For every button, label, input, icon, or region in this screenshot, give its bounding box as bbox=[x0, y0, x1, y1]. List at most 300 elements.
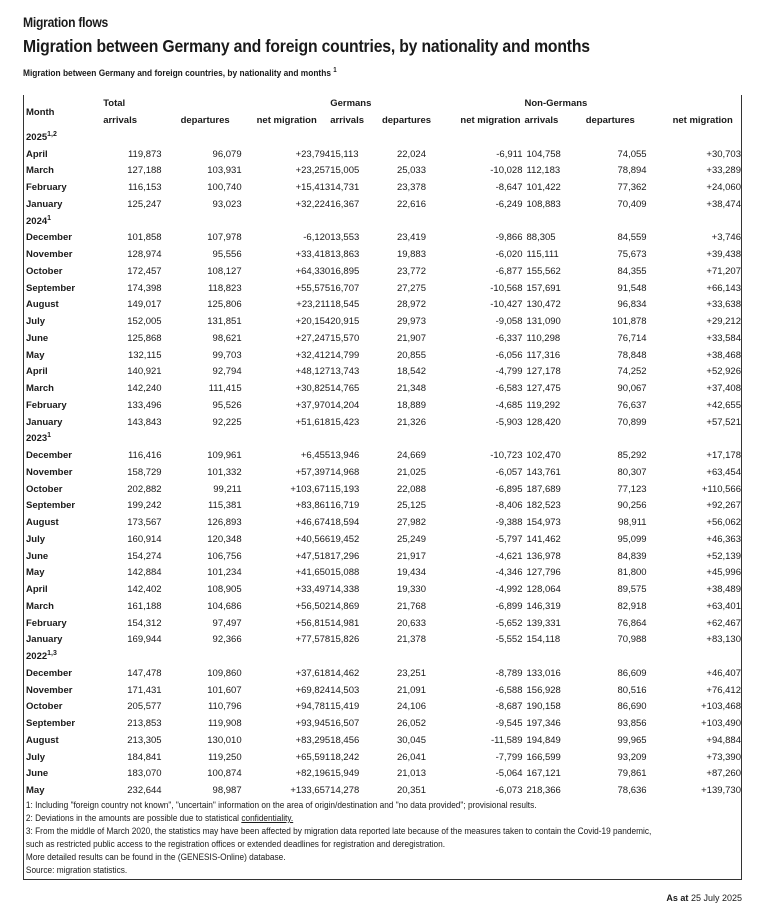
cell-total-net: +30,825 bbox=[295, 383, 331, 395]
cell-nongermans-arrivals: 127,796 bbox=[526, 567, 561, 579]
cell-nongermans-departures: 93,209 bbox=[617, 751, 647, 763]
cell-nongermans-net: +33,584 bbox=[706, 332, 741, 344]
table-row bbox=[24, 732, 741, 749]
cell-germans-departures: 21,025 bbox=[396, 466, 426, 478]
cell-nongermans-arrivals: 112,183 bbox=[526, 165, 561, 177]
cell-nongermans-net: +38,468 bbox=[706, 349, 741, 361]
cell-total-departures: 106,756 bbox=[207, 550, 242, 562]
cell-nongermans-departures: 101,878 bbox=[612, 316, 647, 328]
cell-nongermans-departures: 98,911 bbox=[618, 517, 647, 529]
more-results-note: More detailed results can be found in the (GENESIS-Online) database. bbox=[25, 852, 286, 862]
month-cell: October bbox=[26, 265, 63, 277]
cell-total-arrivals: 173,567 bbox=[127, 517, 162, 529]
cell-nongermans-net: +46,407 bbox=[706, 667, 741, 679]
cell-nongermans-arrivals: 194,849 bbox=[526, 734, 561, 746]
cell-total-departures: 92,225 bbox=[212, 416, 242, 428]
table-row bbox=[24, 514, 741, 531]
cell-germans-net: -9,866 bbox=[495, 232, 523, 244]
group-header-non-germans: Non-Germans bbox=[524, 98, 588, 109]
migration-table bbox=[24, 95, 741, 799]
table-row bbox=[24, 682, 741, 699]
cell-nongermans-arrivals: 127,475 bbox=[526, 383, 561, 395]
cell-nongermans-arrivals: 166,599 bbox=[526, 751, 561, 763]
cell-total-departures: 100,740 bbox=[207, 182, 242, 194]
cell-total-arrivals: 116,416 bbox=[127, 450, 162, 462]
cell-nongermans-net: +37,408 bbox=[706, 383, 741, 395]
cell-total-net: +32,224 bbox=[295, 198, 331, 210]
header-row-groups bbox=[24, 95, 741, 112]
cell-germans-net: -10,723 bbox=[490, 450, 523, 462]
cell-nongermans-arrivals: 187,689 bbox=[526, 483, 561, 495]
cell-nongermans-net: +30,703 bbox=[706, 148, 741, 160]
cell-total-departures: 99,211 bbox=[213, 483, 242, 495]
month-cell: January bbox=[26, 634, 63, 646]
cell-total-net: +23,794 bbox=[295, 148, 331, 160]
cell-total-arrivals: 149,017 bbox=[127, 299, 162, 311]
cell-nongermans-departures: 99,965 bbox=[617, 734, 647, 746]
cell-nongermans-departures: 91,548 bbox=[617, 282, 647, 294]
year-footnote-ref: 1,2 bbox=[47, 130, 57, 138]
cell-germans-departures: 23,772 bbox=[396, 265, 426, 277]
month-cell: October bbox=[26, 701, 63, 713]
cell-total-arrivals: 174,398 bbox=[127, 282, 162, 294]
table-row bbox=[24, 665, 741, 682]
month-cell: March bbox=[26, 165, 54, 177]
month-cell: February bbox=[26, 617, 67, 629]
cell-total-net: +103,671 bbox=[290, 483, 331, 495]
cell-nongermans-net: +57,521 bbox=[706, 416, 741, 428]
table-row bbox=[24, 179, 741, 196]
cell-total-arrivals: 161,188 bbox=[127, 600, 162, 612]
cell-nongermans-net: +46,363 bbox=[706, 533, 741, 545]
month-cell: February bbox=[26, 399, 67, 411]
cell-total-arrivals: 128,974 bbox=[127, 249, 162, 261]
cell-germans-net: -8,687 bbox=[495, 701, 523, 713]
cell-nongermans-net: +3,746 bbox=[711, 232, 741, 244]
cell-total-departures: 95,526 bbox=[212, 399, 242, 411]
cell-total-arrivals: 119,873 bbox=[127, 148, 162, 160]
month-cell: November bbox=[26, 466, 73, 478]
cell-germans-departures: 21,378 bbox=[396, 634, 426, 646]
cell-nongermans-departures: 78,848 bbox=[617, 349, 647, 361]
cell-nongermans-net: +62,467 bbox=[706, 617, 741, 629]
month-cell: September bbox=[26, 500, 76, 512]
cell-germans-arrivals: 16,895 bbox=[330, 265, 360, 277]
month-cell: January bbox=[26, 198, 63, 210]
cell-total-departures: 119,908 bbox=[207, 718, 242, 730]
cell-total-departures: 109,961 bbox=[207, 450, 242, 462]
cell-germans-net: -6,057 bbox=[495, 466, 523, 478]
cell-total-arrivals: 213,853 bbox=[127, 718, 162, 730]
cell-nongermans-net: +139,730 bbox=[701, 785, 741, 797]
year-group-row bbox=[24, 213, 741, 230]
table-row bbox=[24, 397, 741, 414]
cell-nongermans-departures: 78,636 bbox=[617, 785, 647, 797]
cell-germans-net: -7,799 bbox=[495, 751, 523, 763]
cell-total-net: +93,945 bbox=[295, 718, 331, 730]
month-cell: December bbox=[26, 232, 72, 244]
month-cell: March bbox=[26, 600, 54, 612]
cell-nongermans-departures: 90,256 bbox=[617, 500, 647, 512]
column-header-month: Month bbox=[26, 106, 55, 118]
cell-total-departures: 101,607 bbox=[207, 684, 242, 696]
table-row bbox=[24, 548, 741, 565]
cell-germans-arrivals: 13,553 bbox=[330, 232, 360, 244]
cell-germans-departures: 20,855 bbox=[396, 349, 426, 361]
cell-nongermans-net: +33,289 bbox=[706, 165, 741, 177]
cell-germans-arrivals: 15,193 bbox=[330, 483, 360, 495]
table-row bbox=[24, 313, 741, 330]
cell-total-net: +56,815 bbox=[295, 617, 331, 629]
cell-total-arrivals: 152,005 bbox=[127, 316, 162, 328]
cell-nongermans-net: +73,390 bbox=[706, 751, 741, 763]
cell-germans-net: -8,789 bbox=[495, 667, 523, 679]
month-cell: December bbox=[26, 450, 72, 462]
cell-nongermans-net: +110,566 bbox=[701, 483, 741, 495]
cell-germans-net: -9,545 bbox=[495, 718, 523, 730]
footnote-2-text: 2: Deviations in the amounts are possible due to statistical bbox=[25, 813, 242, 823]
cell-total-net: +65,591 bbox=[295, 751, 331, 763]
month-cell: June bbox=[26, 550, 49, 562]
cell-total-net: +69,824 bbox=[295, 684, 331, 696]
month-cell: August bbox=[26, 734, 59, 746]
cell-total-net: +51,618 bbox=[295, 416, 331, 428]
table-row bbox=[24, 782, 741, 799]
cell-nongermans-departures: 77,362 bbox=[617, 182, 647, 194]
month-cell: July bbox=[26, 533, 46, 545]
cell-total-net: +20,154 bbox=[295, 316, 331, 328]
cell-total-departures: 109,860 bbox=[207, 667, 242, 679]
cell-germans-net: -9,388 bbox=[495, 517, 523, 529]
table-row bbox=[24, 581, 741, 598]
cell-germans-arrivals: 14,204 bbox=[330, 399, 360, 411]
table-row bbox=[24, 347, 741, 364]
cell-germans-departures: 18,542 bbox=[396, 366, 426, 378]
table-row bbox=[24, 163, 741, 180]
source-note: Source: migration statistics. bbox=[25, 865, 128, 875]
cell-nongermans-arrivals: 136,978 bbox=[526, 550, 561, 562]
cell-nongermans-arrivals: 141,462 bbox=[526, 533, 561, 545]
year-footnote-ref: 1,3 bbox=[47, 649, 57, 657]
cell-nongermans-departures: 84,355 bbox=[617, 265, 647, 277]
cell-nongermans-net: +94,884 bbox=[706, 734, 741, 746]
cell-germans-arrivals: 14,799 bbox=[330, 349, 360, 361]
cell-nongermans-arrivals: 131,090 bbox=[526, 316, 561, 328]
table-row bbox=[24, 498, 741, 515]
cell-germans-departures: 24,669 bbox=[396, 450, 426, 462]
cell-nongermans-arrivals: 155,562 bbox=[526, 265, 561, 277]
year-text: 2025 bbox=[26, 131, 48, 143]
table-row bbox=[24, 632, 741, 649]
cell-total-net: +40,566 bbox=[295, 533, 331, 545]
cell-nongermans-departures: 86,609 bbox=[617, 667, 647, 679]
cell-nongermans-arrivals: 190,158 bbox=[526, 701, 561, 713]
cell-germans-net: -6,020 bbox=[495, 249, 523, 261]
cell-germans-net: -6,899 bbox=[495, 600, 523, 612]
cell-germans-net: -8,647 bbox=[495, 182, 523, 194]
cell-nongermans-departures: 76,864 bbox=[617, 617, 647, 629]
as-at-value: 25 July 2025 bbox=[690, 893, 742, 903]
table-row bbox=[24, 766, 741, 783]
cell-germans-net: -4,992 bbox=[495, 584, 523, 596]
cell-total-departures: 93,023 bbox=[212, 198, 242, 210]
cell-germans-arrivals: 14,869 bbox=[330, 600, 360, 612]
cell-total-departures: 103,931 bbox=[207, 165, 242, 177]
cell-germans-net: -5,903 bbox=[495, 416, 523, 428]
cell-nongermans-net: +38,474 bbox=[706, 198, 741, 210]
cell-germans-net: -6,337 bbox=[495, 332, 523, 344]
column-header-germans-arrivals: arrivals bbox=[330, 115, 365, 126]
cell-nongermans-net: +52,926 bbox=[706, 366, 741, 378]
table-row bbox=[24, 531, 741, 548]
year-group-row bbox=[24, 431, 741, 448]
cell-germans-net: -6,073 bbox=[495, 785, 523, 797]
cell-nongermans-net: +103,468 bbox=[701, 701, 741, 713]
cell-germans-arrivals: 14,981 bbox=[330, 617, 360, 629]
cell-nongermans-arrivals: 154,118 bbox=[526, 634, 561, 646]
cell-germans-arrivals: 18,456 bbox=[330, 734, 360, 746]
month-cell: November bbox=[26, 684, 73, 696]
column-header-nongermans-departures: departures bbox=[585, 115, 635, 126]
cell-germans-net: -11,589 bbox=[490, 734, 523, 746]
cell-total-departures: 100,874 bbox=[207, 768, 242, 780]
column-header-total-arrivals: arrivals bbox=[103, 115, 137, 126]
cell-total-departures: 98,621 bbox=[212, 332, 242, 344]
cell-total-arrivals: 101,858 bbox=[127, 232, 162, 244]
footnote-3: 3: From the middle of March 2020, the statistics may have been affected by migration data reported late because of the measures taken to contain the Covid-19 pandemic, bbox=[25, 826, 652, 836]
cell-nongermans-net: +76,412 bbox=[706, 684, 741, 696]
cell-total-arrivals: 142,240 bbox=[127, 383, 162, 395]
cell-nongermans-arrivals: 167,121 bbox=[526, 768, 561, 780]
cell-nongermans-arrivals: 218,366 bbox=[526, 785, 561, 797]
cell-germans-net: -6,056 bbox=[495, 349, 523, 361]
cell-germans-arrivals: 14,462 bbox=[330, 667, 360, 679]
cell-nongermans-arrivals: 139,331 bbox=[526, 617, 561, 629]
cell-germans-net: -10,568 bbox=[490, 282, 523, 294]
migration-table-container bbox=[23, 95, 742, 880]
cell-nongermans-departures: 70,988 bbox=[617, 634, 647, 646]
table-row bbox=[24, 565, 741, 582]
caption-footnote-ref: 1 bbox=[333, 66, 337, 74]
cell-total-arrivals: 125,247 bbox=[127, 198, 162, 210]
cell-germans-arrivals: 17,296 bbox=[330, 550, 360, 562]
year-group-row bbox=[24, 648, 741, 665]
cell-nongermans-departures: 75,673 bbox=[617, 249, 647, 261]
table-row bbox=[24, 598, 741, 615]
cell-total-net: +48,127 bbox=[295, 366, 331, 378]
cell-nongermans-departures: 76,714 bbox=[617, 332, 647, 344]
cell-nongermans-arrivals: 197,346 bbox=[526, 718, 561, 730]
cell-germans-departures: 20,633 bbox=[396, 617, 426, 629]
cell-nongermans-arrivals: 115,111 bbox=[526, 249, 559, 261]
cell-total-arrivals: 154,312 bbox=[127, 617, 162, 629]
month-cell: February bbox=[26, 182, 67, 194]
cell-total-net: +57,397 bbox=[295, 466, 331, 478]
cell-total-departures: 99,703 bbox=[212, 349, 242, 361]
cell-germans-departures: 21,348 bbox=[396, 383, 426, 395]
cell-germans-net: -4,346 bbox=[495, 567, 523, 579]
cell-germans-departures: 19,434 bbox=[396, 567, 426, 579]
cell-total-net: +23,211 bbox=[296, 299, 331, 311]
confidentiality-link[interactable]: confidentiality. bbox=[241, 813, 294, 823]
cell-germans-arrivals: 13,946 bbox=[330, 450, 360, 462]
cell-total-net: +37,970 bbox=[295, 399, 331, 411]
cell-germans-departures: 21,013 bbox=[396, 768, 426, 780]
cell-germans-departures: 24,106 bbox=[396, 701, 426, 713]
cell-total-arrivals: 147,478 bbox=[127, 667, 162, 679]
cell-germans-arrivals: 15,088 bbox=[330, 567, 360, 579]
cell-nongermans-arrivals: 119,292 bbox=[526, 399, 561, 411]
cell-nongermans-net: +63,401 bbox=[706, 600, 741, 612]
cell-total-arrivals: 205,577 bbox=[127, 701, 162, 713]
cell-germans-departures: 26,052 bbox=[396, 718, 426, 730]
cell-germans-net: -10,427 bbox=[490, 299, 523, 311]
cell-nongermans-arrivals: 128,420 bbox=[526, 416, 561, 428]
cell-total-net: +33,418 bbox=[295, 249, 331, 261]
cell-nongermans-net: +17,178 bbox=[706, 450, 741, 462]
cell-germans-arrivals: 15,826 bbox=[330, 634, 360, 646]
table-row bbox=[24, 364, 741, 381]
table-row bbox=[24, 297, 741, 314]
cell-nongermans-net: +63,454 bbox=[706, 466, 741, 478]
cell-total-arrivals: 142,884 bbox=[127, 567, 162, 579]
cell-nongermans-departures: 96,834 bbox=[617, 299, 647, 311]
group-header-total: Total bbox=[103, 98, 126, 109]
cell-total-arrivals: 169,944 bbox=[127, 634, 162, 646]
cell-total-net: +23,257 bbox=[295, 165, 331, 177]
cell-total-arrivals: 116,153 bbox=[127, 182, 162, 194]
cell-germans-arrivals: 16,719 bbox=[330, 500, 360, 512]
cell-germans-departures: 28,972 bbox=[396, 299, 426, 311]
cell-nongermans-arrivals: 130,472 bbox=[526, 299, 561, 311]
cell-germans-arrivals: 15,949 bbox=[330, 768, 360, 780]
column-header-total-net: net migration bbox=[256, 115, 317, 126]
cell-total-departures: 101,332 bbox=[207, 466, 242, 478]
cell-germans-arrivals: 15,005 bbox=[330, 165, 360, 177]
table-row bbox=[24, 246, 741, 263]
cell-germans-net: -5,552 bbox=[495, 634, 523, 646]
cell-germans-departures: 27,275 bbox=[396, 282, 426, 294]
cell-total-net: +94,781 bbox=[295, 701, 331, 713]
cell-nongermans-arrivals: 102,470 bbox=[526, 450, 561, 462]
month-cell: August bbox=[26, 299, 59, 311]
month-cell: March bbox=[26, 383, 54, 395]
cell-nongermans-departures: 81,800 bbox=[617, 567, 647, 579]
month-cell: June bbox=[26, 768, 49, 780]
cell-germans-arrivals: 18,545 bbox=[330, 299, 360, 311]
cell-nongermans-net: +38,489 bbox=[706, 584, 741, 596]
cell-germans-departures: 20,351 bbox=[396, 785, 426, 797]
cell-germans-departures: 19,883 bbox=[396, 249, 426, 261]
cell-total-net: +82,196 bbox=[295, 768, 331, 780]
cell-total-net: +37,618 bbox=[295, 667, 331, 679]
cell-nongermans-net: +33,638 bbox=[706, 299, 741, 311]
table-caption bbox=[23, 68, 337, 79]
year-group-row bbox=[24, 129, 741, 146]
cell-germans-net: -6,877 bbox=[495, 265, 523, 277]
cell-nongermans-arrivals: 182,523 bbox=[526, 500, 561, 512]
cell-germans-arrivals: 14,765 bbox=[330, 383, 360, 395]
month-cell: December bbox=[26, 667, 72, 679]
column-header-nongermans-arrivals: arrivals bbox=[524, 115, 559, 126]
footnote-1: 1: Including "foreign country not known", "uncertain" information on the area of origin/destination and "no data provided"; provisional results. bbox=[25, 800, 537, 810]
table-row bbox=[24, 699, 741, 716]
cell-nongermans-arrivals: 146,319 bbox=[526, 600, 561, 612]
cell-nongermans-departures: 70,899 bbox=[617, 416, 647, 428]
cell-total-arrivals: 132,115 bbox=[127, 349, 162, 361]
month-cell: April bbox=[26, 366, 48, 378]
cell-total-net: +77,578 bbox=[295, 634, 331, 646]
cell-total-departures: 118,823 bbox=[207, 282, 242, 294]
month-cell: July bbox=[26, 316, 46, 328]
cell-nongermans-departures: 80,307 bbox=[617, 466, 647, 478]
cell-total-departures: 125,806 bbox=[207, 299, 242, 311]
cell-nongermans-arrivals: 108,883 bbox=[526, 198, 561, 210]
header-row-subcolumns bbox=[24, 112, 741, 129]
cell-total-departures: 92,794 bbox=[212, 366, 242, 378]
cell-total-net: +6,455 bbox=[300, 450, 331, 462]
cell-nongermans-departures: 84,839 bbox=[617, 550, 647, 562]
cell-germans-departures: 30,045 bbox=[396, 734, 426, 746]
year-footnote-ref: 1 bbox=[47, 214, 52, 222]
cell-total-departures: 120,348 bbox=[207, 533, 242, 545]
cell-nongermans-net: +45,996 bbox=[706, 567, 741, 579]
cell-nongermans-departures: 70,409 bbox=[617, 198, 647, 210]
cell-nongermans-departures: 77,123 bbox=[617, 483, 647, 495]
cell-total-arrivals: 158,729 bbox=[127, 466, 162, 478]
cell-nongermans-arrivals: 143,761 bbox=[526, 466, 561, 478]
cell-germans-arrivals: 16,507 bbox=[330, 718, 360, 730]
cell-total-departures: 97,497 bbox=[212, 617, 242, 629]
cell-germans-net: -6,588 bbox=[495, 684, 523, 696]
cell-nongermans-net: +83,130 bbox=[706, 634, 741, 646]
cell-germans-arrivals: 19,452 bbox=[330, 533, 360, 545]
cell-nongermans-arrivals: 156,928 bbox=[526, 684, 561, 696]
cell-nongermans-departures: 74,055 bbox=[617, 148, 647, 160]
cell-nongermans-net: +42,655 bbox=[706, 399, 741, 411]
table-row bbox=[24, 230, 741, 247]
cell-total-departures: 95,556 bbox=[212, 249, 242, 261]
cell-germans-departures: 26,041 bbox=[396, 751, 426, 763]
cell-nongermans-net: +52,139 bbox=[706, 550, 741, 562]
cell-nongermans-arrivals: 128,064 bbox=[526, 584, 561, 596]
cell-germans-departures: 21,091 bbox=[396, 684, 426, 696]
cell-nongermans-arrivals: 157,691 bbox=[526, 282, 561, 294]
month-cell: May bbox=[26, 349, 45, 361]
cell-nongermans-departures: 86,690 bbox=[617, 701, 647, 713]
cell-total-departures: 110,796 bbox=[207, 701, 242, 713]
as-at-date bbox=[666, 893, 742, 903]
year-label bbox=[24, 129, 741, 146]
cell-total-arrivals: 199,242 bbox=[127, 500, 162, 512]
footnotes bbox=[24, 799, 741, 880]
table-row bbox=[24, 280, 741, 297]
as-at-label: As at bbox=[666, 893, 689, 903]
cell-germans-departures: 25,249 bbox=[396, 533, 426, 545]
cell-germans-departures: 21,326 bbox=[396, 416, 426, 428]
cell-total-net: +15,413 bbox=[295, 182, 331, 194]
cell-nongermans-net: +87,260 bbox=[706, 768, 741, 780]
cell-germans-departures: 22,088 bbox=[396, 483, 426, 495]
cell-nongermans-departures: 80,516 bbox=[617, 684, 647, 696]
cell-nongermans-departures: 74,252 bbox=[617, 366, 647, 378]
cell-total-arrivals: 125,868 bbox=[127, 332, 162, 344]
cell-total-net: +41,650 bbox=[295, 567, 331, 579]
cell-nongermans-net: +56,062 bbox=[706, 517, 741, 529]
cell-germans-net: -9,058 bbox=[495, 316, 523, 328]
cell-germans-departures: 23,251 bbox=[396, 667, 426, 679]
cell-nongermans-departures: 78,894 bbox=[617, 165, 647, 177]
